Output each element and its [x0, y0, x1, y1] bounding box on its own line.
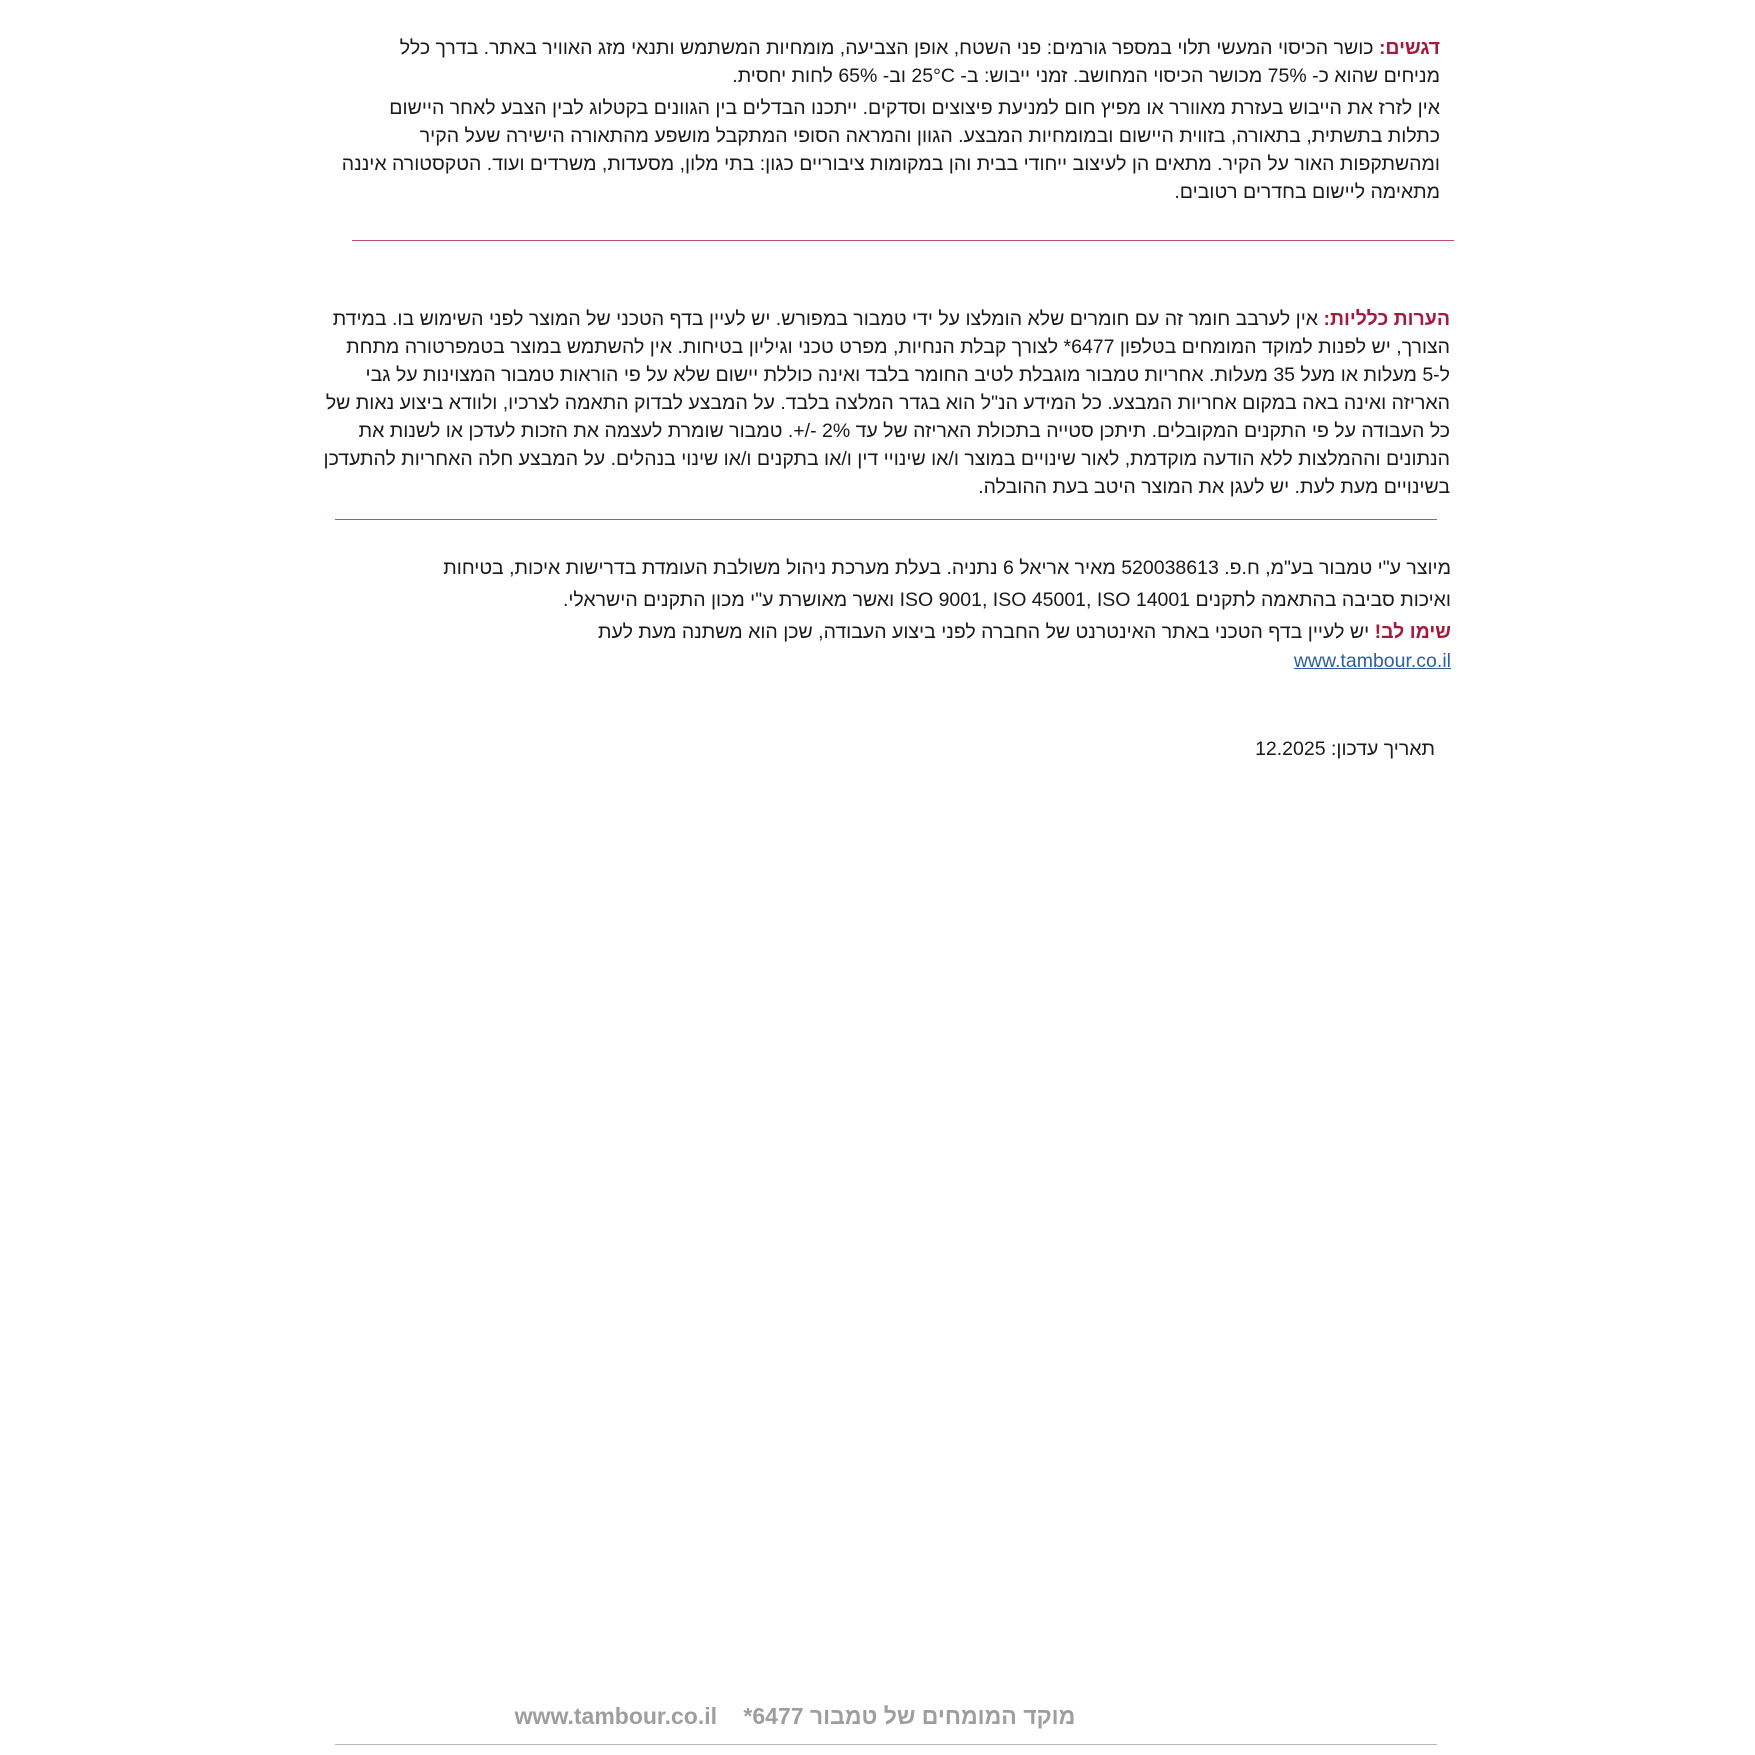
- notice-heading: שימו לב!: [1374, 621, 1451, 643]
- divider-1: [352, 240, 1454, 241]
- general-notes-heading: הערות כלליות:: [1323, 308, 1450, 330]
- footer-divider: [335, 1744, 1437, 1745]
- website-link[interactable]: www.tambour.co.il: [1293, 650, 1451, 672]
- emphasis-heading: דגשים:: [1378, 37, 1440, 59]
- footer-hotline: מוקד המומחים של טמבור 6477*: [743, 1703, 1076, 1729]
- notice-text: יש לעיין בדף הטכני באתר האינטרנט של החברה לפני ביצוע העבודה, שכן הוא משתנה מעת לעת: [598, 621, 1375, 643]
- manufacturer-section: [405, 552, 1451, 674]
- manufacturer-text: מיוצר ע"י טמבור בע"מ, ח.פ. 520038613 מאיר אריאל 6 נתניה. בעלת מערכת ניהול משולבת העומדת בדרישות איכות, בטיחות ואיכות סביבה בהתאמה לתקנים ISO 9001, ISO 45001, ISO 14001 ואשר מאושרת ע"י מכון התקנים הישראלי.: [443, 557, 1451, 611]
- general-notes-text: אין לערבב חומר זה עם חומרים שלא הומלצו על ידי טמבור במפורש. יש לעיין בדף הטכני של המוצר לפני השימוש בו. במידת הצורך, יש לפנות למוקד המומחים בטלפון 6477* לצורך קבלת הנחיות, מפרט טכני וגיליון בטיחות. אין להשתמש במוצר בטמפרטורה מתחת ל-5 מעלות או מעל 35 מעלות. אחריות טמבור מוגבלת לטיב החומר בלבד ואינה כוללת יישום שלא על פי הוראות טמבור המצוינות על גבי האריזה ואינה באה במקום אחריות המבצע. כל המידע הנ"ל הוא בגדר המלצה בלבד. על המבצע לבדוק התאמה לצרכיו, ולוודא ביצוע נאות של כל העבודה על פי התקנים המקובלים. תיתכן סטייה בתכולת האריזה של עד 2% -/+. טמבור שומרת לעצמה את הזכות לעדכן או לשנות את הנתונים וההמלצות ללא הודעה מוקדמת, לאור שינויים במוצר ו/או שינויי דין ו/או בתקנים ו/או שינוי בנהלים. על המבצע חלה האחריות להתעדכן בשינויים מעת לעת. יש לעגן את המוצר היטב בעת ההובלה.: [323, 308, 1450, 498]
- update-date: תאריך עדכון: 12.2025: [1255, 738, 1435, 760]
- general-notes-section: [320, 305, 1450, 501]
- divider-2: [335, 519, 1437, 520]
- footer: [300, 1703, 1290, 1730]
- emphasis-section: [340, 34, 1440, 206]
- emphasis-para-1: [340, 34, 1440, 90]
- emphasis-text-1: כושר הכיסוי המעשי תלוי במספר גורמים: פני השטח, אופן הצביעה, מומחיות המשתמש ותנאי מזג האוויר באתר. בדרך כלל מניחים שהוא כ- 75% מכושר הכיסוי המחושב. זמני ייבוש: ב- 25°C וב- 65% לחות יחסית.: [399, 37, 1440, 87]
- footer-site[interactable]: www.tambour.co.il: [514, 1703, 718, 1729]
- emphasis-para-2: אין לזרז את הייבוש בעזרת מאוורר או מפיץ חום למניעת פיצוצים וסדקים. ייתכנו הבדלים בין הגוונים בקטלוג לבין הצבע לאחר היישום כתלות בתשתית, בתאורה, בזווית היישום ובמומחיות המבצע. הגוון והמראה הסופי המתקבל מושפע מהתאורה הישירה שעל הקיר ומהשתקפות האור על הקיר. מתאים הן לעיצוב ייחודי בבית והן במקומות ציבוריים כגון: בתי מלון, מסעדות, משרדים ועוד. הטקסטורה איננה מתאימה ליישום בחדרים רטובים.: [341, 97, 1440, 203]
